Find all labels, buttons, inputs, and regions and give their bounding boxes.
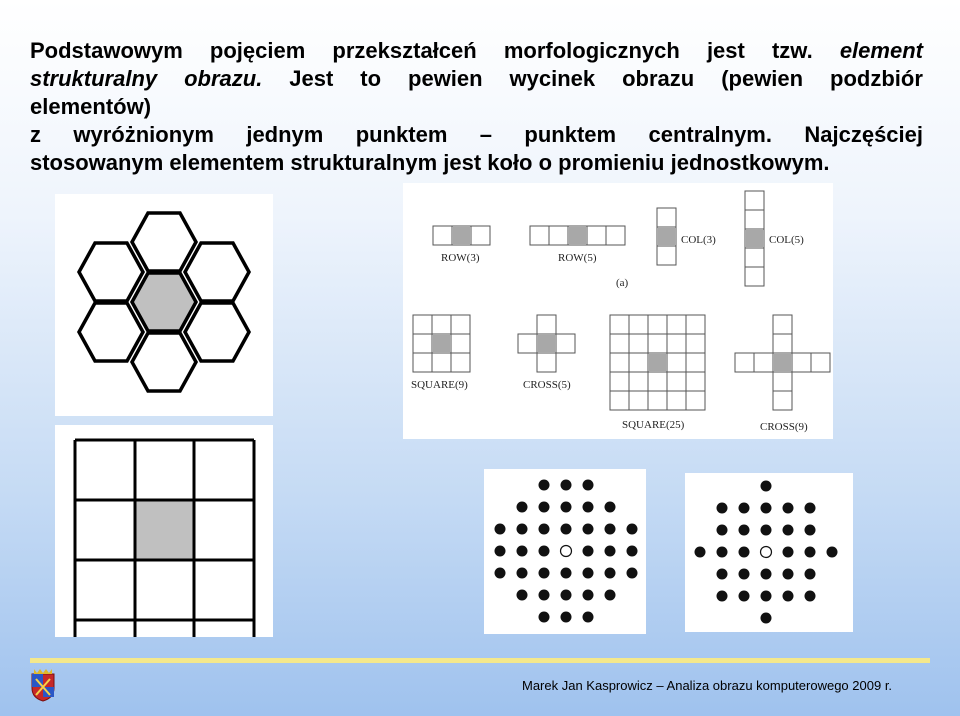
word: – xyxy=(479,122,493,147)
dot xyxy=(583,590,594,601)
dot xyxy=(539,568,550,579)
word: pewien xyxy=(408,66,483,91)
center-dot xyxy=(561,546,572,557)
label-col5: COL(5) xyxy=(769,234,804,246)
dot xyxy=(761,503,772,514)
word: morfologicznych xyxy=(503,38,680,63)
word: z xyxy=(30,122,41,147)
word: pojęciem xyxy=(209,38,306,63)
dot xyxy=(739,503,750,514)
dot xyxy=(717,525,728,536)
dot xyxy=(583,524,594,535)
dot xyxy=(495,568,506,579)
dot xyxy=(805,503,816,514)
footer-author: Marek Jan Kasprowicz xyxy=(522,678,653,693)
dot xyxy=(495,546,506,557)
dot xyxy=(605,546,616,557)
dot xyxy=(717,547,728,558)
word: punktem xyxy=(355,122,448,147)
dot xyxy=(495,524,506,535)
dot xyxy=(561,612,572,623)
italic-term: strukturalny xyxy=(30,66,158,91)
word: (pewien xyxy=(721,66,804,91)
structuring-elements-catalogue xyxy=(403,183,833,439)
dot-disc-pattern xyxy=(685,473,853,632)
dot xyxy=(561,502,572,513)
footer-credit xyxy=(522,678,892,693)
hexagon-cell xyxy=(185,303,249,361)
hexagon-cell xyxy=(132,213,196,271)
dot xyxy=(783,591,794,602)
hexagon-cell xyxy=(79,243,143,301)
dot xyxy=(517,568,528,579)
dot xyxy=(561,568,572,579)
dot xyxy=(583,568,594,579)
word: to xyxy=(360,66,382,91)
dot xyxy=(583,502,594,513)
dot xyxy=(717,591,728,602)
footer-accent-bar xyxy=(30,658,930,663)
dot xyxy=(739,569,750,580)
dot xyxy=(761,591,772,602)
dot xyxy=(561,524,572,535)
label-row5: ROW(5) xyxy=(558,252,597,264)
dot xyxy=(783,503,794,514)
dot xyxy=(561,590,572,601)
word: podzbiór xyxy=(830,66,923,91)
paragraph-line-3: elementów) xyxy=(30,94,152,119)
dot xyxy=(739,547,750,558)
word: Jest xyxy=(289,66,334,91)
label-col3: COL(3) xyxy=(681,234,716,246)
paragraph-line-1 xyxy=(30,37,923,65)
hexagon-cell xyxy=(185,243,249,301)
dot xyxy=(627,568,638,579)
dot xyxy=(539,480,550,491)
dot xyxy=(761,525,772,536)
dot xyxy=(605,590,616,601)
hexagon-grid xyxy=(55,194,273,416)
paragraph-line-2 xyxy=(30,65,923,93)
dot xyxy=(717,503,728,514)
dot xyxy=(539,524,550,535)
dot xyxy=(627,546,638,557)
footer-separator: – xyxy=(656,678,664,693)
dot xyxy=(805,547,816,558)
label-cross9: CROSS(9) xyxy=(760,421,808,433)
word: punktem xyxy=(524,122,617,147)
word: jednym xyxy=(246,122,324,147)
hexagon-cell xyxy=(79,303,143,361)
catalogue-figure xyxy=(403,183,833,439)
definition-paragraph xyxy=(30,37,930,177)
dot xyxy=(717,569,728,580)
dot xyxy=(539,546,550,557)
label-square9: SQUARE(9) xyxy=(411,379,468,391)
square-element-figure xyxy=(55,425,273,637)
dot xyxy=(517,524,528,535)
square-grid xyxy=(55,425,273,637)
center-dot xyxy=(761,547,772,558)
dot xyxy=(517,502,528,513)
dot xyxy=(627,524,638,535)
dot xyxy=(805,525,816,536)
dot xyxy=(583,612,594,623)
footer-year: 2009 r. xyxy=(852,678,893,693)
dot xyxy=(761,613,772,624)
dot xyxy=(827,547,838,558)
dot xyxy=(761,481,772,492)
square-center-cell xyxy=(135,500,194,560)
dot xyxy=(783,525,794,536)
paragraph-line-4 xyxy=(30,121,923,149)
word: tzw. xyxy=(771,38,813,63)
dot xyxy=(561,480,572,491)
label-square25: SQUARE(25) xyxy=(622,419,685,431)
dot xyxy=(739,591,750,602)
dot xyxy=(695,547,706,558)
dot xyxy=(539,502,550,513)
dot xyxy=(605,524,616,535)
dot xyxy=(605,502,616,513)
dot xyxy=(761,569,772,580)
dot xyxy=(805,591,816,602)
label-part-a: (a) xyxy=(616,277,629,289)
label-row3: ROW(3) xyxy=(441,252,480,264)
word: wyróżnionym xyxy=(73,122,214,147)
hexagon-cell xyxy=(132,333,196,391)
word: obrazu xyxy=(622,66,695,91)
label-cross5: CROSS(5) xyxy=(523,379,571,391)
word: wycinek xyxy=(509,66,596,91)
dot xyxy=(539,590,550,601)
italic-term: element xyxy=(839,38,923,63)
dot xyxy=(539,612,550,623)
footer-title: Analiza obrazu komputerowego xyxy=(666,678,849,693)
dot xyxy=(517,590,528,601)
word: Podstawowym xyxy=(30,38,183,63)
hexagon-element-figure xyxy=(55,194,273,416)
dot xyxy=(583,546,594,557)
dot xyxy=(783,569,794,580)
dot-disc-figure-left xyxy=(484,469,646,634)
dot xyxy=(739,525,750,536)
dot xyxy=(783,547,794,558)
dot xyxy=(805,569,816,580)
word: jest xyxy=(706,38,745,63)
word: centralnym. xyxy=(648,122,772,147)
dot xyxy=(583,480,594,491)
word: Najczęściej xyxy=(804,122,923,147)
dot xyxy=(517,546,528,557)
dot xyxy=(605,568,616,579)
italic-term: obrazu. xyxy=(184,66,263,91)
dot-disc-figure-right xyxy=(685,473,853,632)
coat-of-arms-logo xyxy=(30,668,56,702)
paragraph-line-5: stosowanym elementem strukturalnym jest koło o promieniu jednostkowym. xyxy=(30,150,830,175)
dot-disc-pattern xyxy=(484,469,646,634)
hexagon-center-cell xyxy=(132,273,196,331)
word: przekształceń xyxy=(332,38,477,63)
